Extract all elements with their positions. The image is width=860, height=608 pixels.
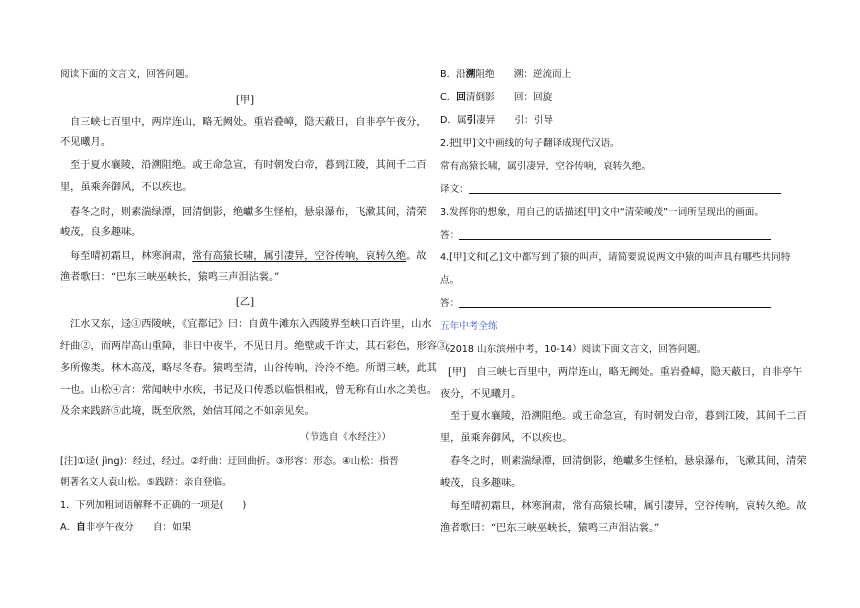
passage2-p1-line2: 夜分，不见曦月。: [440, 389, 522, 400]
jia-p4-line2: 渔者歌曰：“巴东三峡巫峡长，猿鸣三声泪沾裳。”: [60, 272, 280, 283]
jia-p4-post: 。故: [406, 251, 427, 262]
yi-label: [乙]: [235, 297, 255, 308]
yi-line1: 江水又东，迳①西陵峡，《宜都记》曰：自黄牛滩东入西陵界至峡口百许里，山水: [70, 319, 432, 330]
passage2-p4-line2: 渔者歌曰：“巴东三峡巫峡长，猿鸣三声泪沾裳。”: [440, 523, 660, 534]
passage2-p3-line2: 峻茂，良多趣味。: [440, 478, 522, 489]
section-heading: 五年中考全练: [440, 321, 498, 332]
source-note: （节选自《水经注》）: [300, 432, 392, 443]
option-b: B．沿溯阻绝 溯：逆流而上: [440, 69, 572, 80]
bold-word: 溯: [465, 69, 476, 80]
question-3-answer: 答：: [440, 229, 771, 243]
jia-p3-line2: 峻茂，良多趣味。: [60, 227, 142, 238]
jia-p4-pre: 每至晴初霜旦，林寒涧肃，: [70, 251, 193, 262]
passage2-p4-line1: 每至晴初霜旦，林寒涧肃，常有高猿长啸，属引凄异，空谷传响，哀转久绝。故: [450, 501, 807, 512]
passage2-p1-line1: [甲] 自三峡七百里中，两岸连山，略无阙处。重岩叠嶂，隐天蔽日，自非亭午: [448, 367, 803, 378]
underlined-sentence: 常有高猿长啸，属引凄异，空谷传响，哀转久绝: [192, 251, 407, 262]
jia-p4-line1: [70, 250, 427, 264]
question-4-line2: 点。: [440, 275, 460, 286]
answer-blank[interactable]: [469, 183, 781, 194]
annotation-line2: 朝著名文人袁山松。⑤践跻：亲自登临。: [60, 477, 232, 488]
question-4-answer: 答：: [440, 297, 771, 311]
option-c: C．回清倒影 回：回旋: [440, 92, 553, 103]
jia-p2-line1: 至于夏水襄陵，沿溯阻绝。或王命急宣，有时朝发白帝，暮到江陵，其间千二百: [70, 160, 427, 171]
bold-word: 自: [76, 522, 86, 533]
question-3: 3.发挥你的想象，用自己的话描述[甲]文中“清荣峻茂”一词所呈现出的画面。: [440, 207, 764, 218]
question-2: 2.把[甲]文中画线的句子翻译成现代汉语。: [440, 138, 620, 149]
yi-line2: 纡曲②，而两岸高山重障，非日中夜半，不见日月。绝壁或千许丈，其石彩色，形容③，: [60, 341, 458, 352]
question-2-sentence: 常有高猿长啸，属引凄异，空谷传响，哀转久绝。: [440, 161, 652, 172]
question-4-line1: 4.[甲]文和[乙]文中都写到了猿的叫声，请简要说说两文中猿的叫声具有哪些共同特: [440, 252, 791, 263]
option-d: D．属引凄异 引：引导: [440, 115, 553, 126]
yi-line3: 多所像类。林木高茂，略尽冬春。猿鸣至清，山谷传响，泠泠不绝。所谓三峡，此其: [60, 363, 437, 374]
jia-p2-line2: 里，虽乘奔御风，不以疾也。: [60, 182, 193, 193]
exam-source: （2018 山东滨州中考，10-14）阅读下面文言文，回答问题。: [440, 344, 707, 355]
jia-p1-line1: 自三峡七百里中，两岸连山，略无阙处。重岩叠嶂，隐天蔽日，自非亭午夜分，: [70, 117, 427, 128]
passage2-p2-line1: 至于夏水襄陵，沿溯阻绝。或王命急宣，有时朝发白帝，暮到江陵，其间千二百: [450, 411, 807, 422]
passage2-p2-line2: 里，虽乘奔御风，不以疾也。: [440, 433, 573, 444]
answer-blank[interactable]: [459, 229, 771, 240]
jia-p1-line2: 不见曦月。: [60, 137, 111, 148]
passage2-p3-line1: 春冬之时，则素湍绿潭，回清倒影，绝巘多生怪柏，悬泉瀑布，飞漱其间，清荣: [450, 456, 807, 467]
jia-p3-line1: 春冬之时，则素湍绿潭，回清倒影，绝巘多生怪柏，悬泉瀑布，飞漱其间，清荣: [70, 207, 427, 218]
question-1: 1．下列加粗词语解释不正确的一项是( ): [60, 500, 247, 511]
jia-label: [甲]: [235, 95, 255, 106]
bold-word: 回: [456, 92, 466, 103]
yi-line5: 及余来践跻⑤此境，既至欣然，始信耳闻之不如亲见矣。: [60, 406, 315, 417]
bold-word: 引: [466, 115, 477, 126]
answer-blank[interactable]: [459, 297, 771, 308]
option-a: A．自非亭午夜分 自：如果: [60, 522, 192, 533]
annotation-line1: [注]①迳( jìng)：经过，经过。②纡曲：迂回曲折。③形容：形态。④山松：指晋: [60, 456, 399, 467]
translation-answer: 译文：: [440, 183, 781, 197]
prompt: 阅读下面的文言文，回答问题。: [60, 69, 195, 80]
yi-line4: 一也。山松④言：常闻峡中水疾，书记及口传悉以临惧相戒，曾无称有山水之美也。: [60, 385, 437, 396]
